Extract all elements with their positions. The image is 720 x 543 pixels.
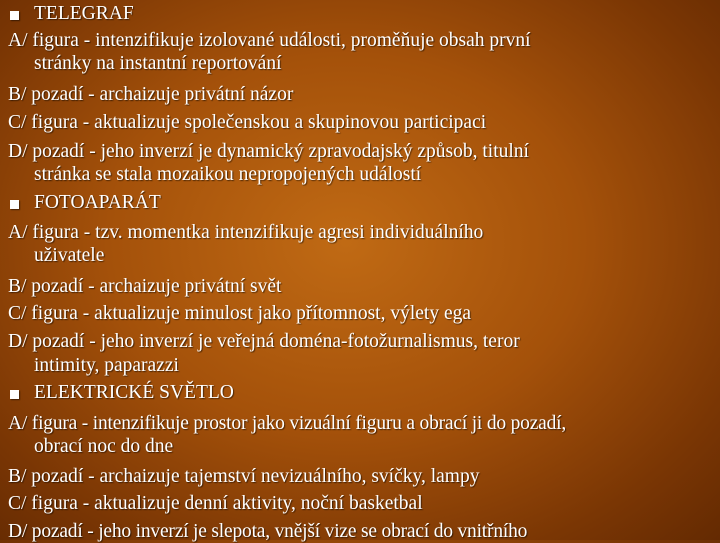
section-heading-elektricke-svetlo [34,382,716,404]
list-item-continuation: uživatele [34,245,105,266]
list-item: D/ pozadí - jeho inverzí je slepota, vnější vize se obrací do vnitřního [8,521,528,542]
list-item-continuation: stránky na instantní reportování [34,53,282,74]
heading-text: ELEKTRICKÉ SVĚTLO [34,382,234,403]
list-item: C/ figura - aktualizuje společenskou a skupinovou participaci [8,112,487,133]
square-bullet-icon [10,200,19,209]
list-item: A/ figura - intenzifikuje prostor jako vizuální figuru a obrací ji do pozadí, [8,413,567,434]
list-item: C/ figura - aktualizuje denní aktivity, noční basketbal [8,493,423,514]
list-item: D/ pozadí - jeho inverzí je veřejná doména-fotožurnalismus, teror [8,331,520,352]
heading-text: TELEGRAF [34,3,134,24]
list-item: A/ figura - tzv. momentka intenzifikuje agresi individuálního [8,222,484,243]
list-item: B/ pozadí - archaizuje privátní svět [8,276,282,297]
section-heading-fotoaparat [34,192,716,214]
section-heading-telegraf [34,3,716,25]
list-item-continuation: intimity, paparazzi [34,355,179,376]
list-item-continuation: stránka se stala mozaikou nepropojených událostí [34,164,422,185]
list-item-continuation: obrací noc do dne [34,436,174,457]
heading-text: FOTOAPARÁT [34,192,161,213]
square-bullet-icon [10,390,19,399]
square-bullet-icon [10,11,19,20]
list-item: A/ figura - intenzifikuje izolované události, proměňuje obsah první [8,30,531,51]
list-item: D/ pozadí - jeho inverzí je dynamický zpravodajský způsob, titulní [8,141,529,162]
list-item: B/ pozadí - archaizuje privátní názor [8,84,294,105]
list-item: C/ figura - aktualizuje minulost jako přítomnost, výlety ega [8,303,472,324]
list-item: B/ pozadí - archaizuje tajemství nevizuálního, svíčky, lampy [8,466,480,487]
